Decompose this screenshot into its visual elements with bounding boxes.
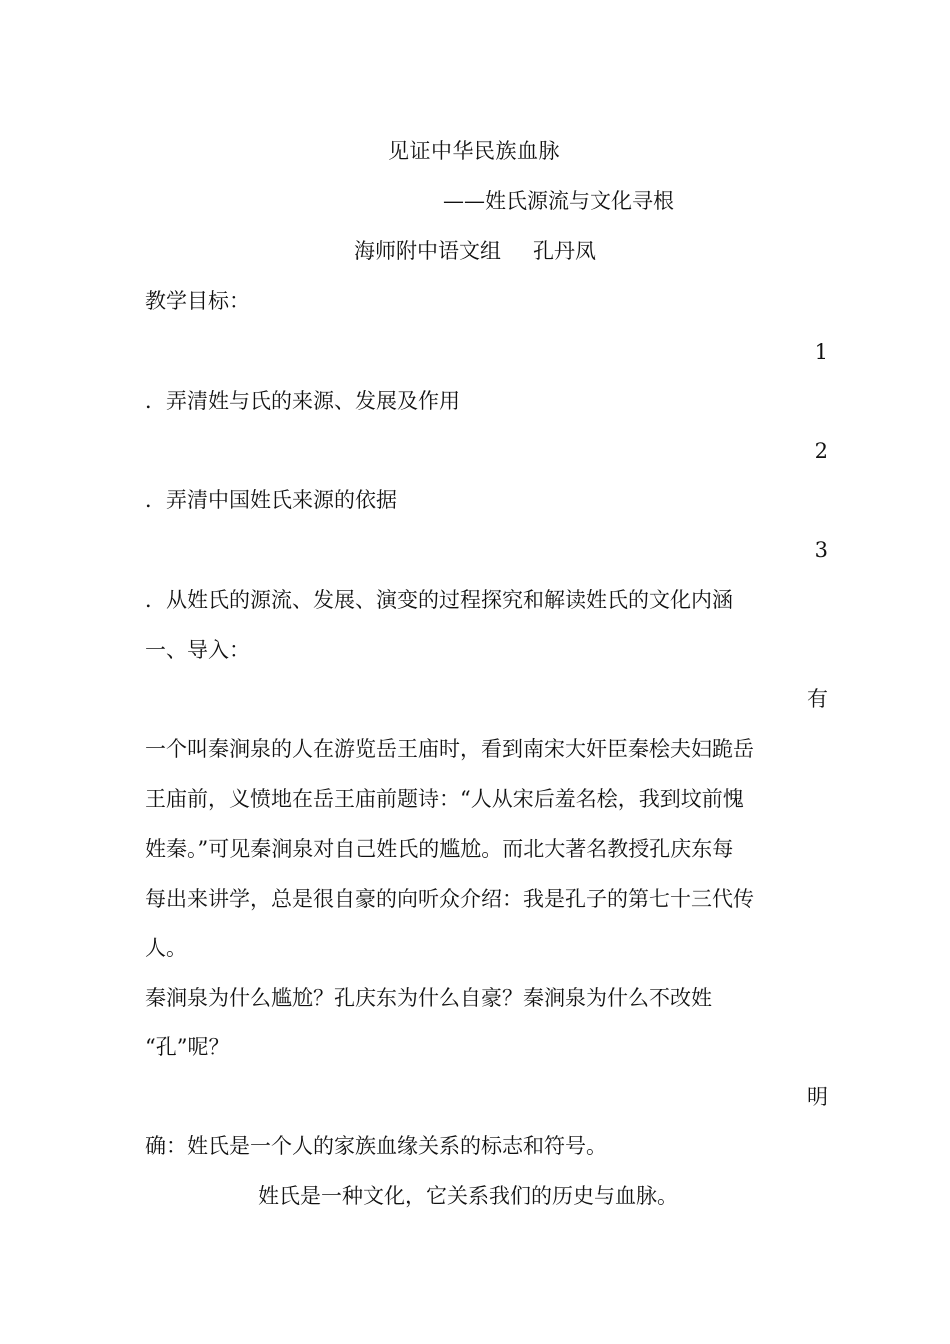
paragraph-line: 每出来讲学，总是很自豪的向听众介绍：我是孔子的第七十三代传 — [145, 887, 754, 911]
author-group: 海师附中语文组 — [354, 239, 501, 263]
paragraph-line: 王庙前，义愤地在岳王庙前题诗：“人从宋后羞名桧，我到坟前愧 — [145, 787, 744, 811]
paragraph-line: 姓秦。”可见秦涧泉对自己姓氏的尴尬。而北大著名教授孔庆东每 — [145, 837, 734, 861]
objectives-heading: 教学目标： — [145, 289, 250, 313]
section-heading: 一、导入： — [145, 638, 250, 662]
answer-first-char: 明 — [807, 1085, 828, 1109]
page-subtitle: ——姓氏源流与文化寻根 — [443, 189, 674, 213]
page-title: 见证中华民族血脉 — [388, 139, 560, 163]
question-line: 秦涧泉为什么尴尬？孔庆东为什么自豪？秦涧泉为什么不改姓 — [145, 986, 712, 1010]
objective-text: ．弄清中国姓氏来源的依据 — [145, 488, 397, 512]
objective-text: ．弄清姓与氏的来源、发展及作用 — [145, 389, 460, 413]
question-line: “孔”呢？ — [145, 1035, 230, 1059]
answer-line: 确：姓氏是一个人的家族血缘关系的标志和符号。 — [145, 1134, 607, 1158]
objective-text: ．从姓氏的源流、发展、演变的过程探究和解读姓氏的文化内涵 — [145, 588, 733, 612]
author-line — [354, 241, 596, 262]
objective-number: 3 — [814, 538, 828, 562]
closing-line: 姓氏是一种文化，它关系我们的历史与血脉。 — [258, 1184, 678, 1208]
author-name: 孔丹凤 — [533, 239, 596, 263]
paragraph-first-char: 有 — [807, 687, 828, 711]
paragraph-line: 人。 — [145, 936, 187, 960]
objective-number: 1 — [814, 340, 828, 364]
objective-number: 2 — [814, 439, 828, 463]
paragraph-line: 一个叫秦涧泉的人在游览岳王庙时，看到南宋大奸臣秦桧夫妇跪岳 — [145, 737, 754, 761]
